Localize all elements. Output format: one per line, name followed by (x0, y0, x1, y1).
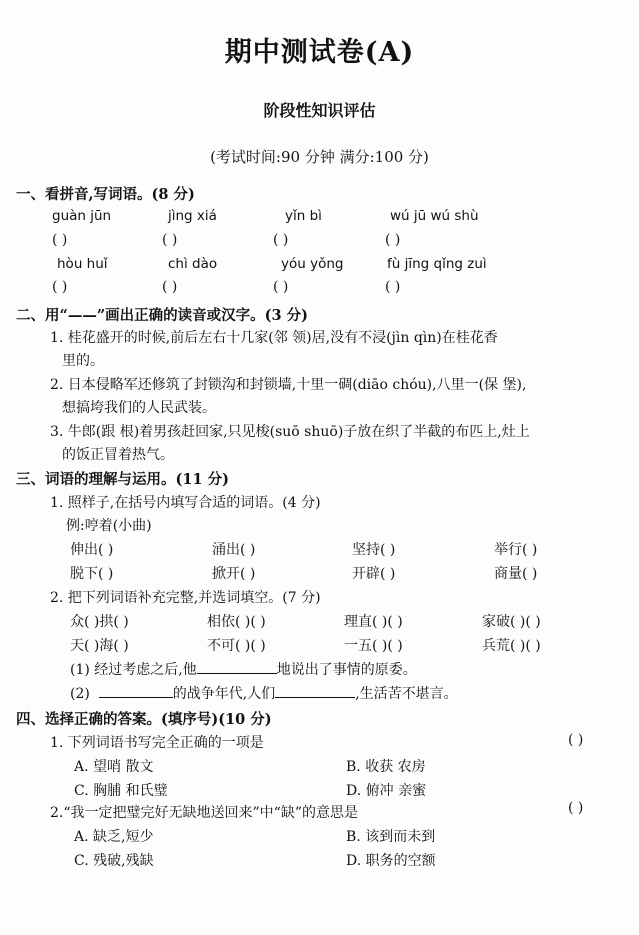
exam-info: (考试时间:90 分钟 满分:100 分) (210, 148, 429, 166)
question-2-3-line2: 的饭正冒着热气。 (62, 447, 174, 463)
question-4-2: 2.“我一定把璧完好无缺地送回来”中“缺”的意思是 (50, 805, 358, 821)
option-d[interactable]: D. 俯冲 亲蜜 (346, 783, 427, 799)
answer-paren[interactable]: ( ) (568, 732, 584, 748)
idiom-item[interactable]: 相依( )( ) (207, 614, 266, 630)
question-2-2-line1: 2. 日本侵略军还修筑了封锁沟和封锁墙,十里一碉(diāo chóu),八里一(保 堡), (50, 377, 527, 393)
option-c[interactable]: C. 胸脯 和氏璧 (74, 783, 168, 799)
answer-paren[interactable]: ( ) (273, 232, 289, 248)
fill-word-item[interactable]: 坚持( ) (352, 542, 396, 558)
idiom-item[interactable]: 理直( )( ) (344, 614, 403, 630)
pinyin-item: jìng xiá (168, 208, 217, 224)
question-2-1-line2: 里的。 (62, 353, 104, 369)
page-subtitle: 阶段性知识评估 (263, 101, 376, 120)
section2-heading: 二、用“——”画出正确的读音或汉字。(3 分) (16, 307, 309, 324)
answer-paren[interactable]: ( ) (385, 279, 401, 295)
fill-word-item[interactable]: 掀开( ) (212, 566, 256, 582)
fill-blank[interactable] (275, 683, 355, 698)
idiom-item[interactable]: 不可( )( ) (207, 638, 266, 654)
question-3-2: 2. 把下列词语补充完整,并选词填空。(7 分) (50, 590, 321, 606)
option-d[interactable]: D. 职务的空额 (346, 853, 436, 869)
pinyin-item: fù jīng qǐng zuì (387, 256, 487, 272)
fill-word-item[interactable]: 脱下( ) (70, 566, 114, 582)
answer-paren[interactable]: ( ) (273, 279, 289, 295)
question-2-3-line1: 3. 牛郎(跟 根)着男孩赶回家,只见梭(suō shuō)子放在织了半截的布匹上,灶上 (50, 424, 530, 440)
option-a[interactable]: A. 缺乏,短少 (74, 829, 154, 845)
idiom-item[interactable]: 天( )海( ) (70, 638, 129, 654)
option-b[interactable]: B. 收获 农房 (346, 759, 426, 775)
question-2-2-line2: 想搞垮我们的人民武装。 (62, 400, 216, 416)
idiom-item[interactable]: 兵荒( )( ) (482, 638, 541, 654)
answer-paren[interactable]: ( ) (162, 232, 178, 248)
fill-sentence-2: (2) 的战争年代,人们 ,生活苦不堪言。 (70, 683, 458, 703)
fill-blank[interactable] (197, 659, 277, 674)
answer-paren[interactable]: ( ) (52, 232, 68, 248)
question-4-1: 1. 下列词语书写完全正确的一项是 (50, 735, 264, 751)
section4-heading: 四、选择正确的答案。(填序号)(10 分) (16, 711, 272, 728)
fill-sentence-1: (1) 经过考虑之后,他 地说出了事情的原委。 (70, 659, 417, 679)
pinyin-item: hòu huǐ (57, 256, 108, 272)
idiom-item[interactable]: 众( )拱( ) (70, 614, 129, 630)
option-c[interactable]: C. 残破,残缺 (74, 853, 154, 869)
option-a[interactable]: A. 望哨 散文 (74, 759, 154, 775)
fill-word-item[interactable]: 伸出( ) (70, 542, 114, 558)
idiom-item[interactable]: 家破( )( ) (482, 614, 541, 630)
answer-paren[interactable]: ( ) (568, 800, 584, 816)
example-text: 例:哼着(小曲) (66, 518, 152, 534)
fill-blank[interactable] (99, 683, 173, 698)
pinyin-item: chì dào (168, 256, 218, 272)
pinyin-item: yǐn bì (285, 208, 322, 224)
option-b[interactable]: B. 该到而未到 (346, 829, 436, 845)
idiom-item[interactable]: 一五( )( ) (344, 638, 403, 654)
fill-word-item[interactable]: 举行( ) (494, 542, 538, 558)
pinyin-item: yóu yǒng (281, 256, 344, 272)
answer-paren[interactable]: ( ) (162, 279, 178, 295)
fill-word-item[interactable]: 涌出( ) (212, 542, 256, 558)
answer-paren[interactable]: ( ) (385, 232, 401, 248)
pinyin-item: wú jū wú shù (390, 208, 479, 224)
fill-word-item[interactable]: 开辟( ) (352, 566, 396, 582)
question-3-1: 1. 照样子,在括号内填写合适的词语。(4 分) (50, 495, 321, 511)
page-title: 期中测试卷(A) (224, 37, 415, 68)
fill-word-item[interactable]: 商量( ) (494, 566, 538, 582)
section1-heading: 一、看拼音,写词语。(8 分) (16, 186, 195, 203)
pinyin-item: guàn jūn (52, 208, 112, 224)
section3-heading: 三、词语的理解与运用。(11 分) (16, 471, 229, 488)
answer-paren[interactable]: ( ) (52, 279, 68, 295)
question-2-1-line1: 1. 桂花盛开的时候,前后左右十几家(邻 领)居,没有不浸(jìn qìn)在桂花香 (50, 330, 498, 346)
